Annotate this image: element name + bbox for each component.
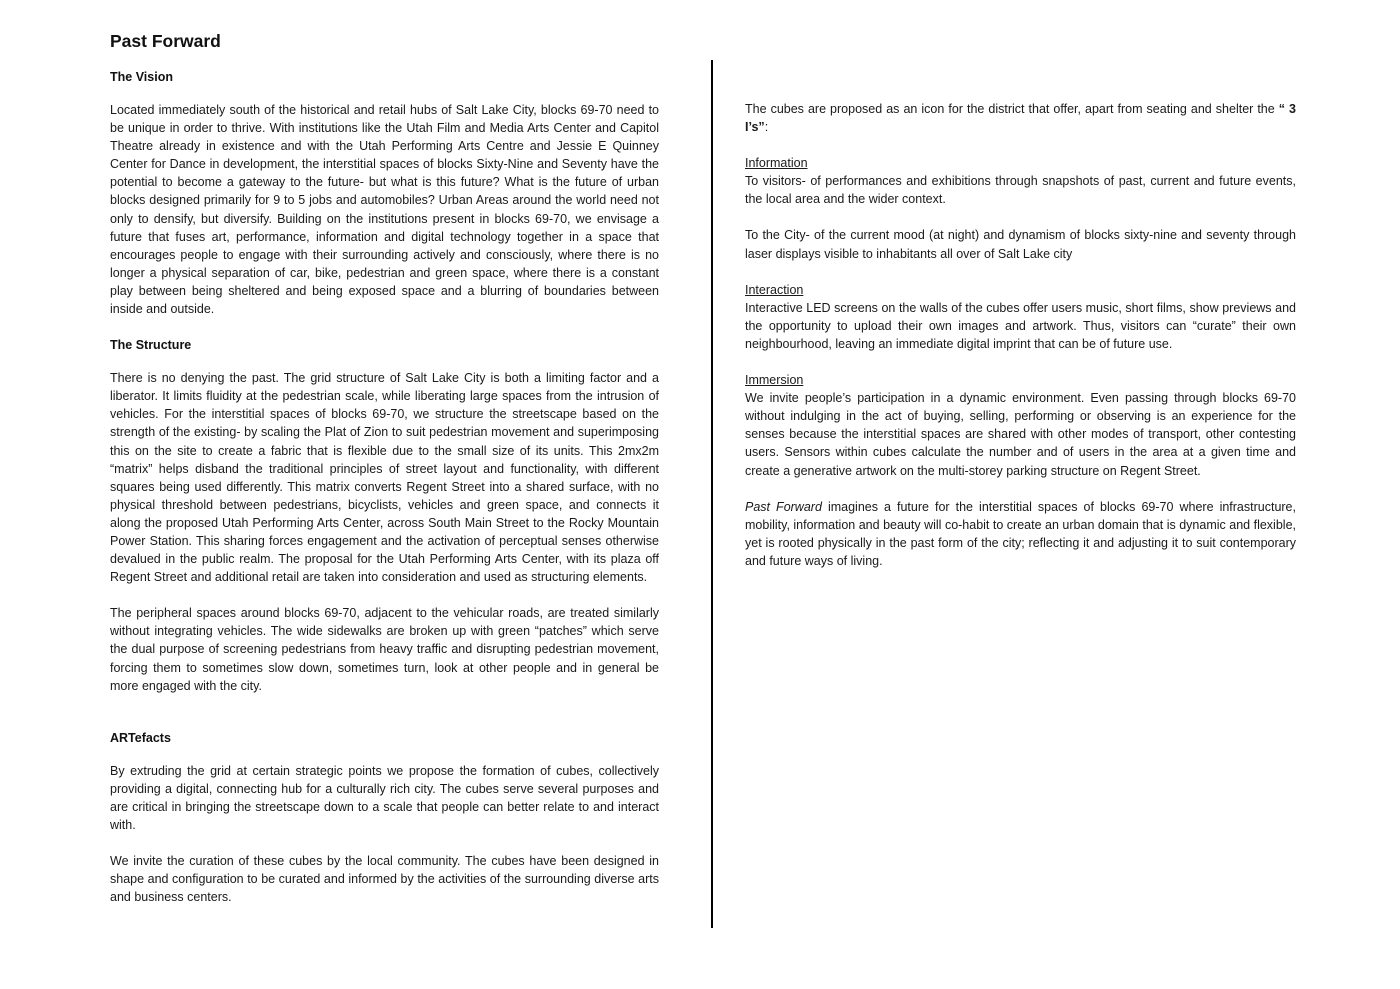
heading-the-vision: The Vision [110,70,173,84]
paragraph: We invite people’s participation in a dynamic environment. Even passing through blocks 69-70 without indulging in the act of buying, selling, performing or observing is an experience for the senses because the interstitial spaces are shared with other modes of transport, other contesting users. Sensors within cubes calculate the number and of users in the area at a given time and create a generative artwork on the multi-storey parking structure on Regent Street. [745,391,1296,478]
closing-italic-title: Past Forward [745,499,822,514]
closing-text: imagines a future for the interstitial spaces of blocks 69-70 where infrastructure, mobility, information and beauty will co-habit to create an urban domain that is dynamic and flexible, yet is rooted physically in the past form of the city; reflecting it and adjusting it to suit contemporary and future ways of living. [745,499,1296,568]
section-the-vision [110,68,659,318]
heading-interaction: Interaction [745,282,804,297]
section-artefacts [110,729,659,907]
heading-artefacts: ARTefacts [110,730,171,745]
section-information [745,154,1296,262]
heading-information: Information [745,156,808,171]
closing-paragraph [745,498,1296,570]
paragraph: To visitors- of performances and exhibitions through snapshots of past, current and future events, the local area and the wider context. [745,174,1296,207]
right-column [745,100,1296,588]
intro-bold-3is: “ 3 I’s” [745,102,1296,135]
paragraph: By extruding the grid at certain strategic points we propose the formation of cubes, collectively providing a digital, connecting hub for a culturally rich city. The cubes serve several purposes and are critical in bringing the streetscape down to a scale that people can better relate to and interact with. [110,763,659,832]
intro-text: The cubes are proposed as an icon for the district that offer, apart from seating and shelter the [745,102,1279,116]
paragraph: Located immediately south of the historical and retail hubs of Salt Lake City, blocks 69-70 need to be unique in order to thrive. With institutions like the Utah Film and Media Arts Center and Capitol Theatre already in existence and with the Utah Performing Arts Centre and Jessie E Quinney Center for Dance in development, the interstitial spaces of blocks Sixty-Nine and Seventy have the potential to become a gateway to the future- but what is this future? What is the future of urban blocks designed primarily for 9 to 5 jobs and automobiles? Urban Areas around the world need not only to densify, but diversify. Building on the institutions present in blocks 69-70, we envisage a future that fuses art, performance, information and digital technology together in a space that encourages people to engage with their surrounding actively and consciously, where there is no longer a physical separation of car, bike, pedestrian and green space, where there is a constant play between being sheltered and being exposed space and a blurring of boundaries between inside and outside. [110,103,659,317]
section-the-structure [110,336,659,695]
section-immersion [745,371,1296,480]
heading-immersion: Immersion [745,373,804,388]
section-interaction [745,281,1296,353]
paragraph: To the City- of the current mood (at night) and dynamism of blocks sixty-nine and seventy through laser displays visible to inhabitants all over of Salt Lake city [745,228,1296,261]
left-column [110,30,659,924]
intro-paragraph [745,100,1296,136]
paragraph: There is no denying the past. The grid structure of Salt Lake City is both a limiting factor and a liberator. It limits fluidity at the pedestrian scale, while liberating large spaces from the intrusion of vehicles. For the interstitial spaces of blocks 69-70, we structure the streetscape based on the strength of the existing- by scaling the Plat of Zion to suit pedestrian movement and superimposing this on the site to create a fabric that is flexible due to the small size of its units. This 2mx2m “matrix” helps disband the traditional principles of street layout and functionality, with different squares being used differently. This matrix converts Regent Street into a shared surface, with no physical threshold between pedestrians, bicyclists, vehicles and green space, and connects it along the proposed Utah Performing Arts Center, across South Main Street to the Rocky Mountain Power Station. This sharing forces engagement and the activation of perceptual senses otherwise devalued in the public realm. The proposal for the Utah Performing Arts Center, with its plaza off Regent Street and additional retail are taken into consideration and used as structuring elements. [110,371,659,585]
paragraph: We invite the curation of these cubes by the local community. The cubes have been designed in shape and configuration to be curated and informed by the activities of the surrounding diverse arts and business centers. [110,854,659,905]
paragraph: Interactive LED screens on the walls of the cubes offer users music, short films, show previews and the opportunity to upload their own images and artwork. Thus, visitors can “curate” their own neighbourhood, leaving an immediate digital imprint that can be of future use. [745,300,1296,351]
intro-colon: : [764,120,769,135]
page-title: Past Forward [110,31,221,51]
paragraph: The peripheral spaces around blocks 69-70, adjacent to the vehicular roads, are treated similarly without integrating vehicles. The wide sidewalks are broken up with green “patches” which serve the dual purpose of screening pedestrians from heavy traffic and disrupting pedestrian movement, forcing them to sometimes slow down, sometimes turn, look at other people and in general be more engaged with the city. [110,606,659,693]
heading-the-structure: The Structure [110,338,192,353]
column-divider [711,60,713,928]
